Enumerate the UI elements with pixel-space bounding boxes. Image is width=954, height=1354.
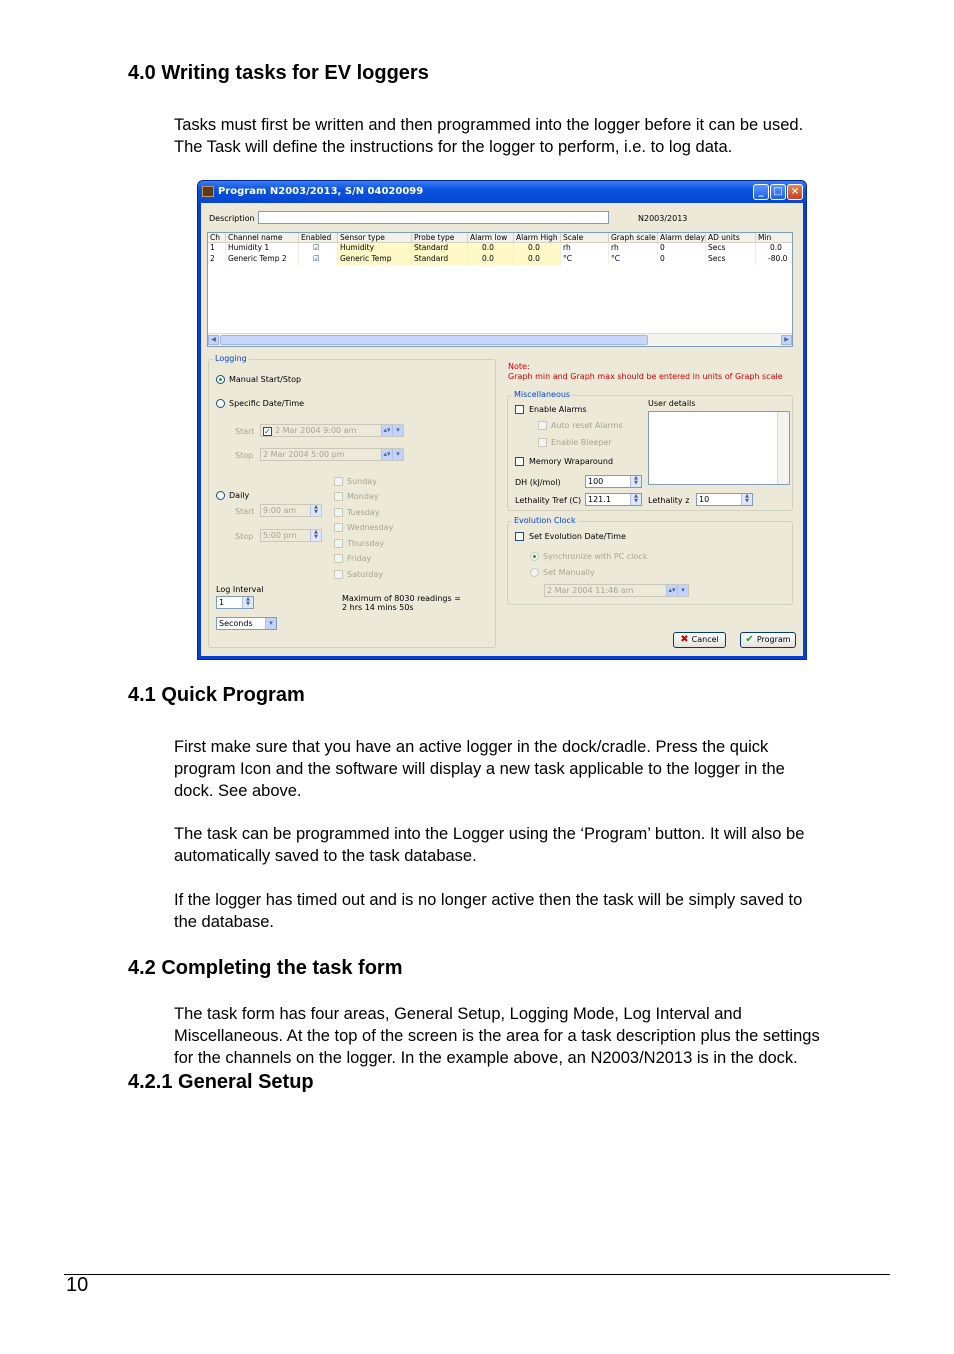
horizontal-scrollbar[interactable] bbox=[208, 333, 792, 346]
evolution-date-value: 2 Mar 2004 11:46 am bbox=[547, 586, 634, 595]
table-cell[interactable]: 0.0 bbox=[514, 243, 561, 254]
set-manually-radio[interactable] bbox=[530, 568, 539, 577]
user-details-label: User details bbox=[648, 399, 696, 408]
day-checkbox-monday[interactable] bbox=[334, 492, 343, 501]
table-cell[interactable]: rh bbox=[561, 243, 609, 254]
table-cell[interactable]: 0.0 bbox=[468, 254, 514, 265]
heading-4-2-1: 4.2.1 General Setup bbox=[128, 1071, 314, 1093]
miscellaneous-group bbox=[507, 390, 793, 511]
text-line: dock. See above. bbox=[174, 782, 302, 800]
scroll-left-icon[interactable]: ◀ bbox=[208, 335, 219, 345]
day-checkbox-saturday[interactable] bbox=[334, 570, 343, 579]
scroll-thumb[interactable] bbox=[220, 335, 648, 345]
day-checkbox-wednesday[interactable] bbox=[334, 523, 343, 532]
set-manually-label: Set Manually bbox=[543, 568, 595, 577]
evolution-clock-group bbox=[507, 516, 793, 605]
table-cell[interactable]: -80.0 bbox=[756, 254, 793, 265]
spin-icon[interactable]: ▲ ▼ bbox=[310, 505, 321, 516]
dh-value: 100 bbox=[588, 477, 604, 486]
logging-group bbox=[208, 354, 496, 648]
description-label: Description bbox=[209, 214, 255, 223]
column-header[interactable]: Probe type bbox=[412, 233, 468, 243]
program-window bbox=[197, 180, 807, 660]
specific-stop-value: 2 Mar 2004 5:00 pm bbox=[263, 450, 345, 459]
note-title: Note: bbox=[508, 362, 530, 371]
heading-4-2: 4.2 Completing the task form bbox=[128, 957, 403, 979]
check-icon: ✔ bbox=[745, 634, 754, 645]
table-cell[interactable]: Standard bbox=[412, 254, 468, 265]
spin-icon[interactable]: ▲ ▼ bbox=[242, 597, 253, 608]
dh-input[interactable] bbox=[585, 475, 642, 488]
enable-bleeper-checkbox[interactable] bbox=[538, 438, 547, 447]
day-checkbox-tuesday[interactable] bbox=[334, 508, 343, 517]
text-line: for the channels on the logger. In the example above, an N2003/N2013 is in the dock. bbox=[174, 1049, 798, 1067]
column-header[interactable]: Graph scale bbox=[609, 233, 658, 243]
program-button-label: Program bbox=[756, 635, 791, 644]
manual-start-label: Manual Start/Stop bbox=[229, 375, 302, 384]
table-cell[interactable]: rh bbox=[609, 243, 658, 254]
table-cell[interactable]: ☑ bbox=[299, 243, 338, 254]
enable-alarms-label: Enable Alarms bbox=[529, 405, 587, 414]
specific-start-field[interactable] bbox=[260, 424, 404, 437]
daily-stop-label: Stop bbox=[235, 532, 254, 541]
lethality-z-input[interactable] bbox=[696, 493, 753, 506]
dropdown-icon[interactable]: ▾ bbox=[392, 425, 403, 436]
column-header[interactable]: Sensor type bbox=[338, 233, 412, 243]
lethality-tref-label: Lethality Tref (C) bbox=[515, 496, 582, 505]
table-cell[interactable]: 1 bbox=[208, 243, 226, 254]
table-cell[interactable]: Secs bbox=[706, 254, 756, 265]
max-readings-line1: Maximum of 8030 readings = bbox=[342, 594, 461, 603]
lethality-tref-value: 121.1 bbox=[588, 495, 611, 504]
text-line: Tasks must first be written and then programmed into the logger before it can be used. bbox=[174, 116, 804, 134]
text-line: the database. bbox=[174, 913, 274, 931]
table-cell[interactable]: ☑ bbox=[299, 254, 338, 265]
day-label: Thursday bbox=[347, 539, 385, 548]
interval-unit-select[interactable] bbox=[216, 617, 277, 630]
dropdown-icon[interactable]: ▾ bbox=[392, 449, 403, 460]
evolution-date-field[interactable] bbox=[544, 584, 689, 597]
specific-start-checkbox[interactable]: ✓ bbox=[264, 427, 271, 436]
column-header[interactable]: Alarm High bbox=[514, 233, 561, 243]
column-header[interactable]: Enabled bbox=[299, 233, 338, 243]
daily-stop-field[interactable] bbox=[260, 529, 322, 542]
specific-date-label: Specific Date/Time bbox=[229, 399, 305, 408]
text-line: The task form has four areas, General Setup, Logging Mode, Log Interval and bbox=[174, 1005, 742, 1023]
text-line: The Task will define the instructions for the logger to perform, i.e. to log data. bbox=[174, 138, 733, 156]
specific-start-label: Start bbox=[235, 427, 255, 436]
max-readings-line2: 2 hrs 14 mins 50s bbox=[342, 603, 414, 612]
cancel-icon: ✖ bbox=[680, 634, 689, 645]
text-line: First make sure that you have an active logger in the dock/cradle. Press the quick bbox=[174, 738, 769, 756]
lethality-tref-input[interactable] bbox=[585, 493, 642, 506]
column-header[interactable]: AD units bbox=[706, 233, 756, 243]
table-cell[interactable]: 0.0 bbox=[468, 243, 514, 254]
column-header[interactable]: Alarm low bbox=[468, 233, 514, 243]
cancel-button[interactable] bbox=[673, 632, 726, 648]
column-header[interactable]: Alarm delay bbox=[660, 233, 705, 242]
day-checkbox-thursday[interactable] bbox=[334, 539, 343, 548]
day-label: Sunday bbox=[347, 477, 377, 486]
column-header[interactable]: Ch bbox=[208, 233, 226, 243]
dropdown-icon[interactable]: ▾ bbox=[265, 618, 276, 629]
cancel-button-label: Cancel bbox=[691, 635, 719, 644]
table-cell[interactable]: Humidity bbox=[338, 243, 412, 254]
table-cell[interactable]: Generic Temp 2 bbox=[226, 254, 299, 265]
column-header[interactable]: Scale bbox=[561, 233, 609, 243]
table-cell[interactable]: 2 bbox=[208, 254, 226, 265]
paragraph-4-1a bbox=[174, 736, 894, 802]
day-label: Friday bbox=[347, 554, 372, 563]
memory-wrap-checkbox[interactable] bbox=[515, 457, 524, 466]
misc-group-title: Miscellaneous bbox=[514, 390, 571, 399]
day-label: Monday bbox=[347, 492, 379, 501]
logging-group-title: Logging bbox=[215, 354, 247, 363]
auto-reset-label: Auto reset Alarms bbox=[551, 421, 623, 430]
spin-icon[interactable]: ▴▾ bbox=[666, 585, 677, 596]
minimize-icon[interactable]: _ bbox=[753, 184, 769, 200]
paragraph-4-0 bbox=[174, 114, 894, 158]
evolution-group-title: Evolution Clock bbox=[514, 516, 576, 525]
enable-bleeper-label: Enable Bleeper bbox=[551, 438, 612, 447]
table-cell[interactable]: 0.0 bbox=[514, 254, 561, 265]
daily-start-value: 9:00 am bbox=[263, 506, 297, 515]
note-text: Graph min and Graph max should be entered in units of Graph scale bbox=[508, 372, 783, 381]
sync-pc-radio[interactable] bbox=[530, 552, 539, 561]
interval-unit-value: Seconds bbox=[219, 619, 253, 628]
channel-grid[interactable] bbox=[207, 232, 793, 347]
heading-4-1: 4.1 Quick Program bbox=[128, 684, 305, 706]
daily-label: Daily bbox=[229, 491, 250, 500]
window-title: Program N2003/2013, S/N 04020099 bbox=[218, 186, 424, 197]
text-line: If the logger has timed out and is no longer active then the task will be simply saved to bbox=[174, 891, 803, 909]
heading-4-0: 4.0 Writing tasks for EV loggers bbox=[128, 62, 429, 84]
dropdown-icon[interactable]: ▾ bbox=[677, 585, 688, 596]
paragraph-4-1b bbox=[174, 823, 894, 867]
table-cell[interactable]: 0 bbox=[658, 243, 706, 254]
memory-wrap-label: Memory Wraparound bbox=[529, 457, 614, 466]
table-cell[interactable]: Secs bbox=[706, 243, 756, 254]
set-evolution-label: Set Evolution Date/Time bbox=[529, 532, 626, 541]
close-icon[interactable]: × bbox=[787, 184, 803, 200]
day-checkbox-sunday[interactable] bbox=[334, 477, 343, 486]
daily-start-label: Start bbox=[235, 507, 255, 516]
specific-start-value: 2 Mar 2004 9:00 am bbox=[275, 426, 357, 435]
spin-icon[interactable]: ▲ ▼ bbox=[310, 530, 321, 541]
set-evolution-checkbox[interactable] bbox=[515, 532, 524, 541]
app-icon bbox=[202, 186, 214, 197]
spin-icon[interactable]: ▲ ▼ bbox=[630, 476, 641, 487]
column-header[interactable]: Channel name bbox=[226, 233, 299, 243]
daily-stop-value: 5:00 pm bbox=[263, 531, 297, 540]
text-line: Miscellaneous. At the top of the screen is the area for a task description plus the settings bbox=[174, 1027, 820, 1045]
maximize-icon[interactable]: □ bbox=[770, 184, 786, 200]
lethality-z-label: Lethality z bbox=[648, 496, 690, 505]
specific-date-radio[interactable] bbox=[216, 399, 225, 408]
page-number: 10 bbox=[66, 1274, 89, 1296]
text-line: The task can be programmed into the Logger using the ‘Program’ button. It will also be bbox=[174, 825, 805, 843]
day-label: Tuesday bbox=[347, 508, 380, 517]
log-interval-label: Log Interval bbox=[216, 585, 264, 594]
window-client bbox=[201, 203, 803, 656]
scroll-right-icon[interactable]: ▶ bbox=[781, 335, 792, 345]
daily-radio[interactable] bbox=[216, 491, 225, 500]
paragraph-4-2 bbox=[174, 1003, 894, 1069]
table-cell[interactable]: 0.0 bbox=[756, 243, 793, 254]
spin-icon[interactable]: ▲ ▼ bbox=[630, 494, 641, 505]
specific-stop-label: Stop bbox=[235, 451, 254, 460]
table-cell[interactable]: °C bbox=[609, 254, 658, 265]
table-cell[interactable]: Standard bbox=[412, 243, 468, 254]
table-cell[interactable]: Humidity 1 bbox=[226, 243, 299, 254]
table-cell[interactable]: 0 bbox=[658, 254, 706, 265]
text-line: automatically saved to the task database. bbox=[174, 847, 477, 865]
user-details-textarea[interactable] bbox=[648, 411, 790, 485]
device-label: N2003/2013 bbox=[638, 214, 688, 223]
day-checkbox-friday[interactable] bbox=[334, 554, 343, 563]
spin-icon[interactable]: ▴▾ bbox=[381, 425, 392, 436]
specific-stop-field[interactable] bbox=[260, 448, 404, 461]
sync-pc-label: Synchronize with PC clock bbox=[543, 552, 648, 561]
day-label: Saturday bbox=[347, 570, 384, 579]
footer-rule bbox=[64, 1274, 890, 1275]
dh-label: DH (kJ/mol) bbox=[515, 478, 561, 487]
log-interval-input[interactable] bbox=[216, 596, 254, 609]
window-titlebar[interactable] bbox=[198, 181, 806, 203]
daily-start-field[interactable] bbox=[260, 504, 322, 517]
day-label: Wednesday bbox=[347, 523, 394, 532]
log-interval-value: 1 bbox=[219, 598, 225, 607]
manual-start-radio[interactable] bbox=[216, 375, 225, 384]
table-cell[interactable]: °C bbox=[561, 254, 609, 265]
spin-icon[interactable]: ▴▾ bbox=[381, 449, 392, 460]
paragraph-4-1c bbox=[174, 889, 894, 933]
vertical-scrollbar[interactable] bbox=[777, 412, 789, 484]
description-input[interactable] bbox=[258, 211, 609, 224]
auto-reset-checkbox[interactable] bbox=[538, 421, 547, 430]
text-line: program Icon and the software will display a new task applicable to the logger in the bbox=[174, 760, 785, 778]
enable-alarms-checkbox[interactable] bbox=[515, 405, 524, 414]
spin-icon[interactable]: ▲ ▼ bbox=[741, 494, 752, 505]
table-cell[interactable]: Generic Temp bbox=[338, 254, 412, 265]
column-header[interactable]: Min bbox=[756, 233, 793, 243]
lethality-z-value: 10 bbox=[699, 495, 710, 504]
program-button[interactable] bbox=[740, 632, 796, 648]
